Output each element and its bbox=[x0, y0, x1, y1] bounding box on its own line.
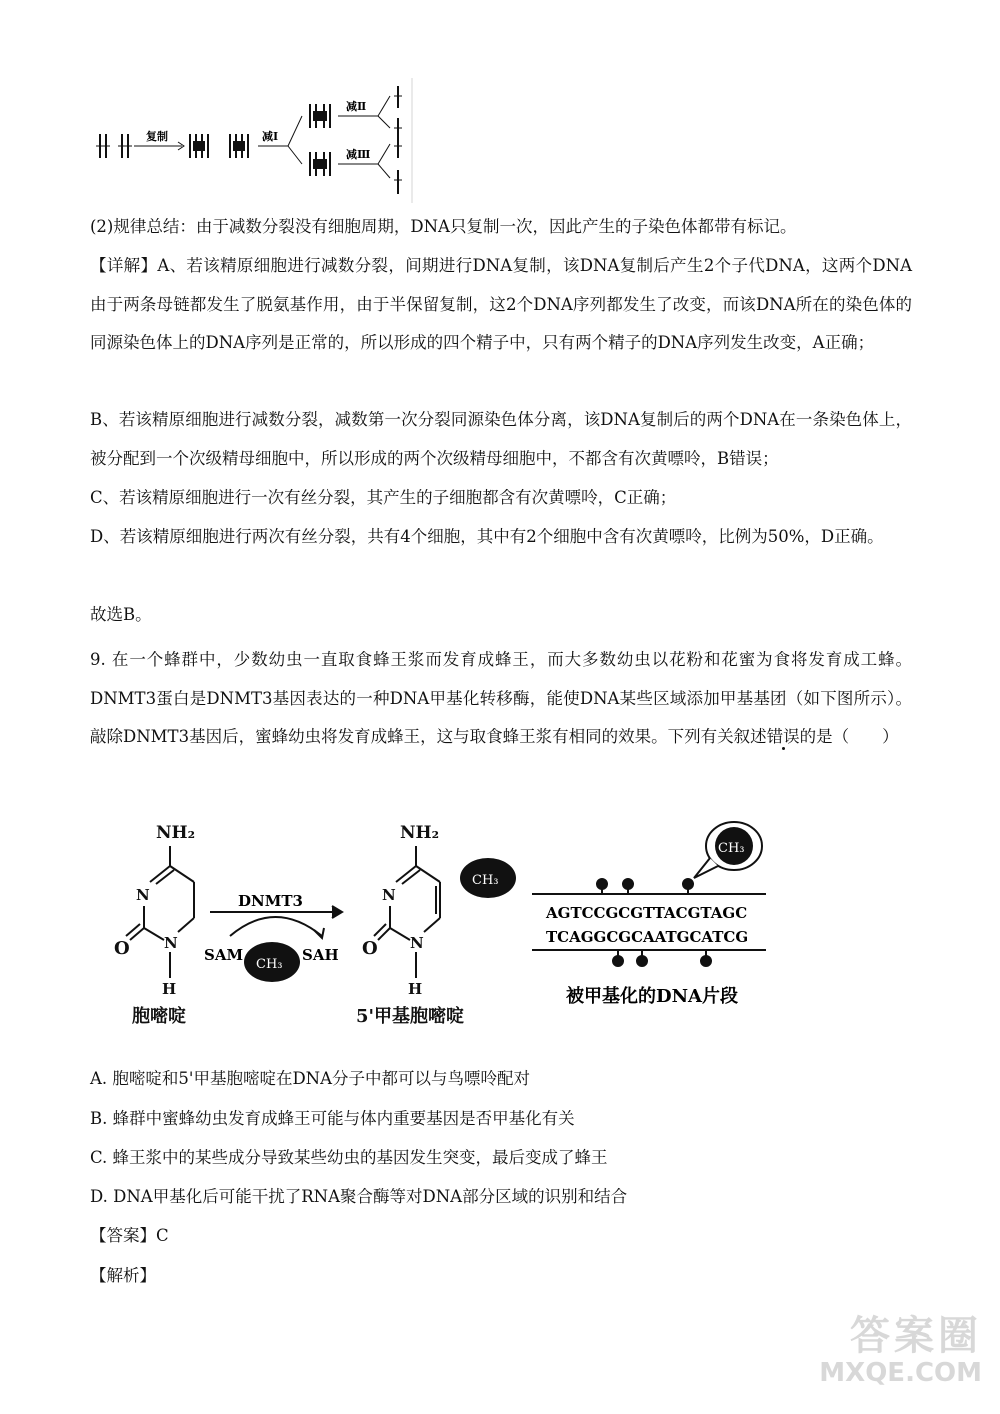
watermark-url: MXQE.COM bbox=[819, 1358, 982, 1388]
option-d: D. DNA甲基化后可能干扰了RNA聚合酶等对DNA部分区域的识别和结合 bbox=[90, 1187, 628, 1206]
question-9-stem-part1: 9. 在一个蜂群中，少数幼虫一直取食蜂王浆而发育成蜂王，而大多数幼虫以花粉和花蜜为食将发育成工蜂。DNMT3蛋白是DNMT3基因表达的一种DNA甲基化转移酶，能使DNA某些区域添加甲基基团（如下图所示）。敲除DNMT3基因后，蜜蜂幼虫将发育成蜂王，这与取食蜂王浆有相同的效果。下列有关叙述 bbox=[90, 650, 912, 746]
option-c: C. 蜂王浆中的某些成分导致某些幼虫的基因发生突变，最后变成了蜂王 bbox=[90, 1148, 608, 1167]
option-a: A. 胞嘧啶和5'甲基胞嘧啶在DNA分子中都可以与鸟嘌呤配对 bbox=[90, 1069, 531, 1088]
question-9-emphasis: 错误 bbox=[766, 727, 800, 746]
question-9-stem bbox=[90, 641, 912, 757]
label-meiosis-2a: 减Ⅱ bbox=[346, 100, 367, 113]
enzyme-label: DNMT3 bbox=[238, 892, 303, 910]
label-meiosis-2b: 减Ⅲ bbox=[346, 148, 371, 161]
watermark bbox=[782, 1314, 982, 1394]
label-meiosis-1: 减Ⅰ bbox=[262, 130, 279, 143]
dna-strand-bottom: TCAGGCGCAATGCATCG bbox=[546, 928, 749, 946]
ch3-label-free: CH₃ bbox=[472, 873, 499, 888]
detail-b: B、若该精原细胞进行减数分裂，减数第一次分裂同源染色体分离，该DNA复制后的两个DNA在一条染色体上，被分配到一个次级精母细胞中，所以形成的两个次级精母细胞中，不都含有次黄嘌呤，B错误； bbox=[90, 410, 912, 468]
dna-strand-top: AGTCCGCGTTACGTAGC bbox=[546, 904, 748, 922]
chromosome-replication-diagram bbox=[90, 78, 420, 203]
methylation-figure bbox=[100, 818, 800, 1038]
methylcytosine-o: O bbox=[362, 938, 378, 959]
question-9-stem-part2: 的是（ ） bbox=[799, 727, 899, 746]
choose-b: 故选B。 bbox=[90, 605, 152, 624]
analysis-heading: 【解析】 bbox=[90, 1266, 156, 1285]
detail-a: 【详解】A、若该精原细胞进行减数分裂，间期进行DNA复制，该DNA复制后产生2个子代DNA，这两个DNA由于两条母链都发生了脱氨基作用，由于半保留复制，这2个DNA序列都发生了改变，而该DNA所在的染色体的同源染色体上的DNA序列是正常的，所以形成的四个精子中，只有两个精子的DNA序列发生改变，A正确； bbox=[90, 256, 912, 352]
answer: 【答案】C bbox=[90, 1226, 169, 1245]
cytosine-o: O bbox=[114, 938, 130, 959]
cytosine-label: 胞嘧啶 bbox=[132, 1006, 186, 1027]
ch3-label-center: CH₃ bbox=[256, 957, 283, 972]
sah-label: SAH bbox=[302, 946, 339, 964]
option-b: B. 蜂群中蜜蜂幼虫发育成蜂王可能与体内重要基因是否甲基化有关 bbox=[90, 1109, 575, 1128]
dna-caption: 被甲基化的DNA片段 bbox=[566, 986, 739, 1007]
methylcytosine-nh2: NH₂ bbox=[400, 823, 440, 843]
cytosine-h: H bbox=[162, 980, 177, 998]
cytosine-nh2: NH₂ bbox=[156, 823, 196, 843]
cytosine-n1: N bbox=[164, 934, 178, 952]
label-replicate: 复制 bbox=[146, 130, 168, 143]
methylcytosine-n3: N bbox=[382, 886, 396, 904]
cytosine-n3: N bbox=[136, 886, 150, 904]
rule-summary: (2)规律总结：由于减数分裂没有细胞周期，DNA只复制一次，因此产生的子染色体都带有标记。 bbox=[90, 217, 797, 236]
watermark-text: 答案圈 bbox=[850, 1313, 982, 1359]
methylcytosine-n1: N bbox=[410, 934, 424, 952]
methylcytosine-label: 5'甲基胞嘧啶 bbox=[356, 1006, 465, 1027]
detail-d: D、若该精原细胞进行两次有丝分裂，共有4个细胞，其中有2个细胞中含有次黄嘌呤，比例为50%，D正确。 bbox=[90, 527, 884, 546]
detail-c: C、若该精原细胞进行一次有丝分裂，其产生的子细胞都含有次黄嘌呤，C正确； bbox=[90, 488, 677, 507]
methylcytosine-h: H bbox=[408, 980, 423, 998]
sam-label: SAM bbox=[204, 946, 244, 964]
ch3-label-callout: CH₃ bbox=[718, 841, 745, 856]
